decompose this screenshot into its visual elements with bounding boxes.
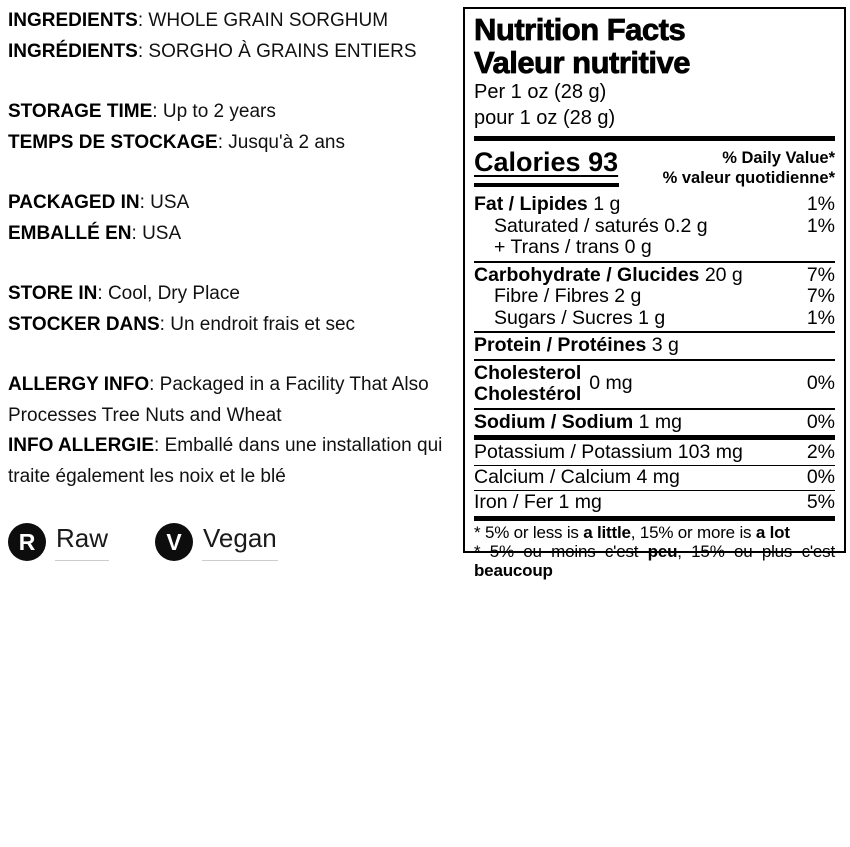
calories-underline bbox=[474, 183, 619, 187]
sugars-dv: 1% bbox=[806, 306, 835, 329]
storage-time-fr-label: TEMPS DE STOCKAGE bbox=[8, 131, 218, 153]
sodium-dv: 0% bbox=[806, 410, 835, 433]
packaged-in-fr-value: USA bbox=[142, 222, 182, 244]
nutrient-row-saturated: Saturated / saturés 0.2 g 1% bbox=[494, 214, 835, 237]
nutrient-row-cholesterol bbox=[474, 363, 835, 406]
fat-dv: 1% bbox=[806, 193, 835, 215]
storage-time-en-value: Up to 2 years bbox=[162, 101, 276, 122]
diet-badges bbox=[8, 523, 463, 561]
ingredients-group bbox=[8, 6, 463, 67]
panel-title-en: Nutrition Facts bbox=[474, 12, 686, 47]
store-in-fr-value: Un endroit frais et sec bbox=[170, 313, 356, 335]
store-in-en-value: Cool, Dry Place bbox=[107, 283, 240, 304]
allergy-info-en-label: ALLERGY INFO bbox=[8, 374, 150, 395]
store-in-en: STORE IN: Cool, Dry Place bbox=[8, 283, 240, 304]
calories-value: 93 bbox=[588, 147, 619, 177]
allergy-info-fr: INFO ALLERGIE: Emballé dans une installation qui traite également les noix et le blé bbox=[8, 435, 443, 487]
nutrient-row-fat: Fat / Lipides 1 g 1% bbox=[474, 193, 835, 215]
allergy-info-en-value: Packaged in a Facility That Also Processes Tree Nuts and Wheat bbox=[8, 374, 429, 426]
storage-time-group bbox=[8, 97, 463, 158]
serving-size-fr: pour 1 oz (28 g) bbox=[474, 107, 616, 129]
calories-label: Calories bbox=[474, 147, 581, 177]
cholesterol-fr: Cholestérol bbox=[474, 383, 582, 405]
calories bbox=[474, 147, 619, 194]
calcium-dv: 0% bbox=[806, 466, 835, 488]
divider bbox=[474, 331, 835, 333]
iron-dv: 5% bbox=[806, 491, 835, 513]
raw-icon: R bbox=[8, 523, 46, 561]
ingredients-fr: INGRÉDIENTS: SORGHO À GRAINS ENTIERS bbox=[8, 40, 417, 62]
header-divider bbox=[474, 136, 835, 141]
nutrient-row-potassium: Potassium / Potassium 103 mg 2% bbox=[474, 441, 835, 463]
ingredients-en: INGREDIENTS: WHOLE GRAIN SORGHUM bbox=[8, 10, 389, 31]
daily-value-header-fr: % valeur quotidienne* bbox=[662, 169, 835, 187]
divider-thick bbox=[474, 435, 835, 440]
fibre-dv: 7% bbox=[806, 285, 835, 307]
ingredients-fr-label: INGRÉDIENTS bbox=[8, 40, 138, 62]
allergy-info-fr-value: Emballé dans une installation qui traite également les noix et le blé bbox=[8, 435, 443, 487]
allergy-info-en: ALLERGY INFO: Packaged in a Facility That Also Processes Tree Nuts and Wheat bbox=[8, 374, 429, 426]
store-in-fr-label: STOCKER DANS bbox=[8, 313, 160, 335]
packaged-in-fr-label: EMBALLÉ EN bbox=[8, 222, 132, 244]
packaged-in-fr: EMBALLÉ EN: USA bbox=[8, 222, 182, 244]
potassium-dv: 2% bbox=[806, 441, 835, 463]
storage-time-fr: TEMPS DE STOCKAGE: Jusqu'à 2 ans bbox=[8, 131, 345, 153]
nutrient-row-protein: Protein / Protéines 3 g bbox=[474, 334, 679, 356]
saturated-dv: 1% bbox=[806, 214, 835, 237]
divider bbox=[474, 359, 835, 361]
raw-badge bbox=[8, 523, 109, 561]
allergy-info-fr-label: INFO ALLERGIE bbox=[8, 435, 155, 456]
ingredients-en-value: WHOLE GRAIN SORGHUM bbox=[148, 10, 389, 31]
nutrient-row-sugars: Sugars / Sucres 1 g 1% bbox=[494, 306, 835, 329]
nutrient-row-iron: Iron / Fer 1 mg 5% bbox=[474, 491, 835, 513]
store-in-group bbox=[8, 279, 463, 340]
storage-time-en-label: STORAGE TIME bbox=[8, 101, 153, 122]
packaged-in-en-label: PACKAGED IN bbox=[8, 192, 140, 213]
nutrient-row-trans: + Trans / trans 0 g bbox=[494, 236, 652, 258]
nutrient-row-fibre: Fibre / Fibres 2 g 7% bbox=[494, 285, 835, 307]
nutrition-facts-panel bbox=[463, 7, 846, 580]
daily-value-header bbox=[663, 147, 835, 194]
vegan-icon: V bbox=[155, 523, 193, 561]
packaged-in-en: PACKAGED IN: USA bbox=[8, 192, 190, 213]
carbohydrate-dv: 7% bbox=[806, 263, 835, 286]
store-in-en-label: STORE IN bbox=[8, 283, 98, 304]
cholesterol-dv: 0% bbox=[806, 372, 835, 395]
packaged-in-group bbox=[8, 188, 463, 249]
nutrient-row-calcium: Calcium / Calcium 4 mg 0% bbox=[474, 466, 835, 488]
ingredients-en-label: INGREDIENTS bbox=[8, 10, 138, 31]
ingredients-fr-value: SORGHO À GRAINS ENTIERS bbox=[148, 40, 417, 62]
raw-badge-label: Raw bbox=[55, 523, 109, 561]
daily-value-header-en: % Daily Value* bbox=[722, 149, 835, 167]
store-in-fr: STOCKER DANS: Un endroit frais et sec bbox=[8, 313, 356, 335]
calories-block bbox=[474, 147, 835, 194]
storage-time-en: STORAGE TIME: Up to 2 years bbox=[8, 101, 276, 122]
serving-size-en: Per 1 oz (28 g) bbox=[474, 81, 607, 103]
footnote-fr: * 5% ou moins c'est peu, 15% ou plus c'est beaucoup bbox=[474, 541, 836, 580]
cholesterol-amount: 0 mg bbox=[589, 372, 633, 395]
divider-thick bbox=[474, 516, 835, 521]
vegan-badge bbox=[155, 523, 278, 561]
panel-title-fr: Valeur nutritive bbox=[474, 44, 690, 80]
product-info-column bbox=[8, 6, 463, 561]
footnote-en: * 5% or less is a little, 15% or more is a lot bbox=[474, 522, 790, 542]
allergy-info-group bbox=[8, 370, 463, 492]
cholesterol-en: Cholesterol bbox=[474, 361, 582, 384]
nutrient-row-carbohydrate: Carbohydrate / Glucides 20 g 7% bbox=[474, 263, 835, 286]
nutrient-row-sodium: Sodium / Sodium 1 mg 0% bbox=[474, 410, 835, 433]
packaged-in-en-value: USA bbox=[150, 192, 190, 213]
vegan-badge-label: Vegan bbox=[202, 523, 278, 561]
storage-time-fr-value: Jusqu'à 2 ans bbox=[228, 131, 345, 153]
divider bbox=[474, 261, 835, 263]
divider bbox=[474, 408, 835, 410]
